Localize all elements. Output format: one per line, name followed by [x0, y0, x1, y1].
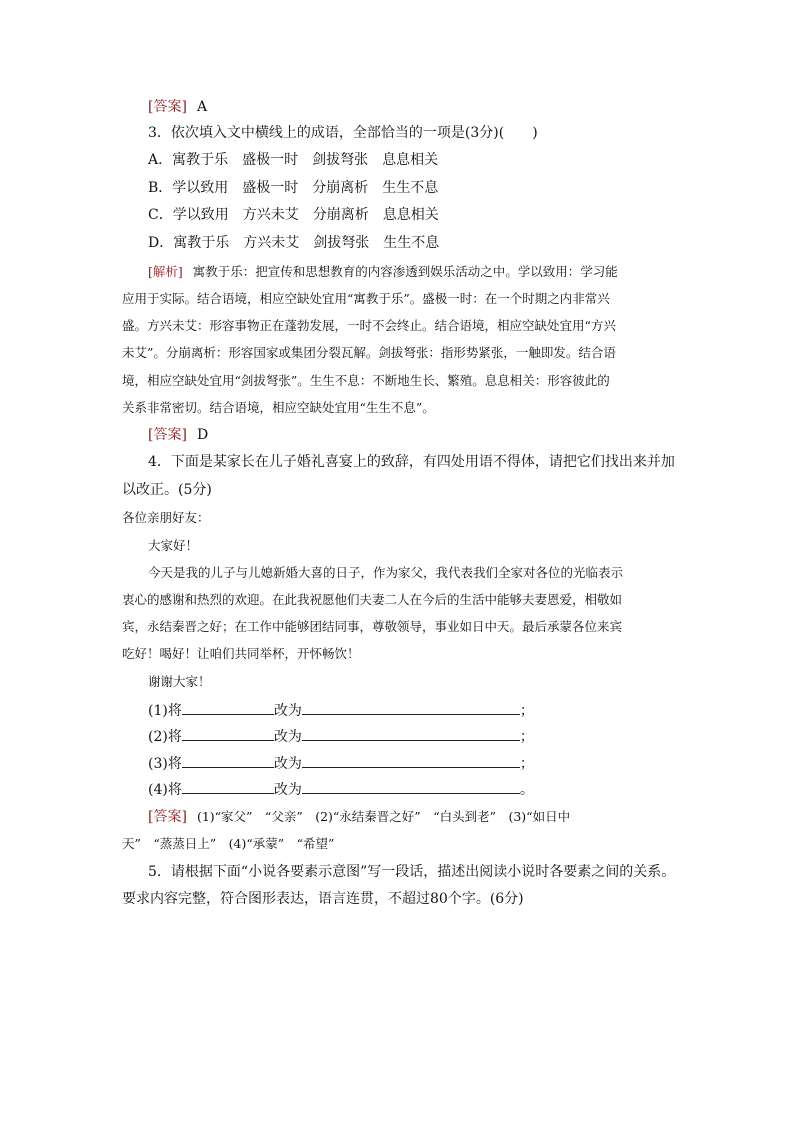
answer-tag: [答案]: [148, 99, 187, 115]
q5-stem-line-1: 5．请根据下面“小说各要素示意图”写一段话，描述出阅读小说时各要素之间的关系。: [148, 864, 676, 880]
original-blank[interactable]: [182, 726, 274, 741]
q3-analysis-line-2: 应用于实际。结合语境，相应空缺处宜用“寓教于乐”。盛极一时：在一个时期之内非常兴: [122, 291, 610, 306]
speech-closing: 谢谢大家！: [148, 674, 211, 689]
q4-stem-line-2: 以改正。(5分): [122, 482, 212, 498]
q4-answer-line-1: [148, 808, 570, 826]
answer-tag: [答案]: [148, 427, 187, 443]
q3-option-c: C．学以致用 方兴未艾 分崩离析 息息相关: [148, 207, 439, 223]
speech-salutation: 各位亲朋好友：: [122, 510, 210, 525]
q3-analysis-line-4: 未艾”。分崩离析：形容国家或集团分裂瓦解。剑拔弩张：指形势紧张，一触即发。结合语: [122, 345, 616, 360]
q3-option-d: D．寓教于乐 方兴未艾 剑拔弩张 生生不息: [148, 235, 440, 251]
fill-item-end: ；: [519, 729, 534, 745]
fill-item-end: ；: [519, 703, 534, 719]
revised-blank[interactable]: [302, 779, 520, 794]
q2-answer-line: [148, 98, 207, 116]
fill-item-number: (4)将: [148, 782, 182, 798]
answer-value: A: [196, 99, 208, 115]
speech-body-line-1: 今天是我的儿子与儿媳新婚大喜的日子，作为家父，我代表我们全家对各位的光临表示: [148, 565, 624, 580]
answer-tag: [答案]: [148, 809, 187, 825]
original-blank[interactable]: [182, 779, 274, 794]
fill-item-number: (2)将: [148, 729, 182, 745]
speech-body-line-2: 衷心的感谢和热烈的欢迎。在此我祝愿他们夫妻二人在今后的生活中能够夫妻恩爱，相敬如: [122, 592, 623, 607]
fill-item: [148, 726, 534, 746]
fill-item-connector: 改为: [273, 756, 302, 772]
q3-option-b: B．学以致用 盛极一时 分崩离析 生生不息: [148, 180, 439, 196]
q3-analysis-line-1: [148, 263, 618, 281]
q3-option-a: A．寓教于乐 盛极一时 剑拔弩张 息息相关: [148, 152, 439, 168]
speech-body-line-4: 吃好！喝好！让咱们共同举杯，开怀畅饮！: [122, 646, 360, 661]
fill-item: [148, 700, 534, 720]
revised-blank[interactable]: [302, 700, 520, 715]
fill-item-end: ；: [519, 756, 534, 772]
fill-item: [148, 779, 534, 799]
speech-body-line-3: 宾，永结秦晋之好；在工作中能够团结同事，尊敬领导，事业如日中天。最后承蒙各位来宾: [122, 619, 623, 634]
fill-item-connector: 改为: [273, 703, 302, 719]
q4-answer-line-2: 天” “蒸蒸日上” (4)“承蒙” “希望”: [122, 836, 335, 851]
q4-stem-line-1: 4．下面是某家长在儿子婚礼喜宴上的致辞，有四处用语不得体，请把它们找出来并加: [148, 454, 675, 470]
fill-item-number: (1)将: [148, 703, 182, 719]
fill-item: [148, 753, 534, 773]
q5-stem-line-2: 要求内容完整，符合图形表达，语言连贯，不超过80个字。(6分): [122, 891, 524, 907]
fill-item-end: 。: [519, 782, 534, 798]
q3-answer-line: [148, 426, 208, 444]
q3-analysis-line-5: 境，相应空缺处宜用“剑拔弩张”。生生不息：不断地生长、繁殖。息息相关：形容彼此的: [122, 373, 610, 388]
answer-value: D: [196, 427, 209, 443]
analysis-text: 寓教于乐：把宣传和思想教育的内容渗透到娱乐活动之中。学以致用：学习能: [192, 264, 618, 279]
fill-item-connector: 改为: [273, 782, 302, 798]
original-blank[interactable]: [182, 700, 274, 715]
q3-analysis-line-6: 关系非常密切。结合语境，相应空缺处宜用“生生不息”。: [122, 400, 435, 415]
answer-text: (1)“家父” “父亲” (2)“永结秦晋之好” “白头到老” (3)“如日中: [196, 809, 571, 824]
q3-analysis-line-3: 盛。方兴未艾：形容事物正在蓬勃发展，一时不会终止。结合语境，相应空缺处宜用“方兴: [122, 318, 616, 333]
fill-item-connector: 改为: [273, 729, 302, 745]
original-blank[interactable]: [182, 753, 274, 768]
revised-blank[interactable]: [302, 726, 520, 741]
revised-blank[interactable]: [302, 753, 520, 768]
speech-greeting: 大家好！: [148, 538, 199, 553]
fill-item-number: (3)将: [148, 756, 182, 772]
analysis-tag: [解析]: [148, 264, 183, 279]
q3-stem: 3．依次填入文中横线上的成语，全部恰当的一项是(3分)( ): [148, 125, 538, 141]
